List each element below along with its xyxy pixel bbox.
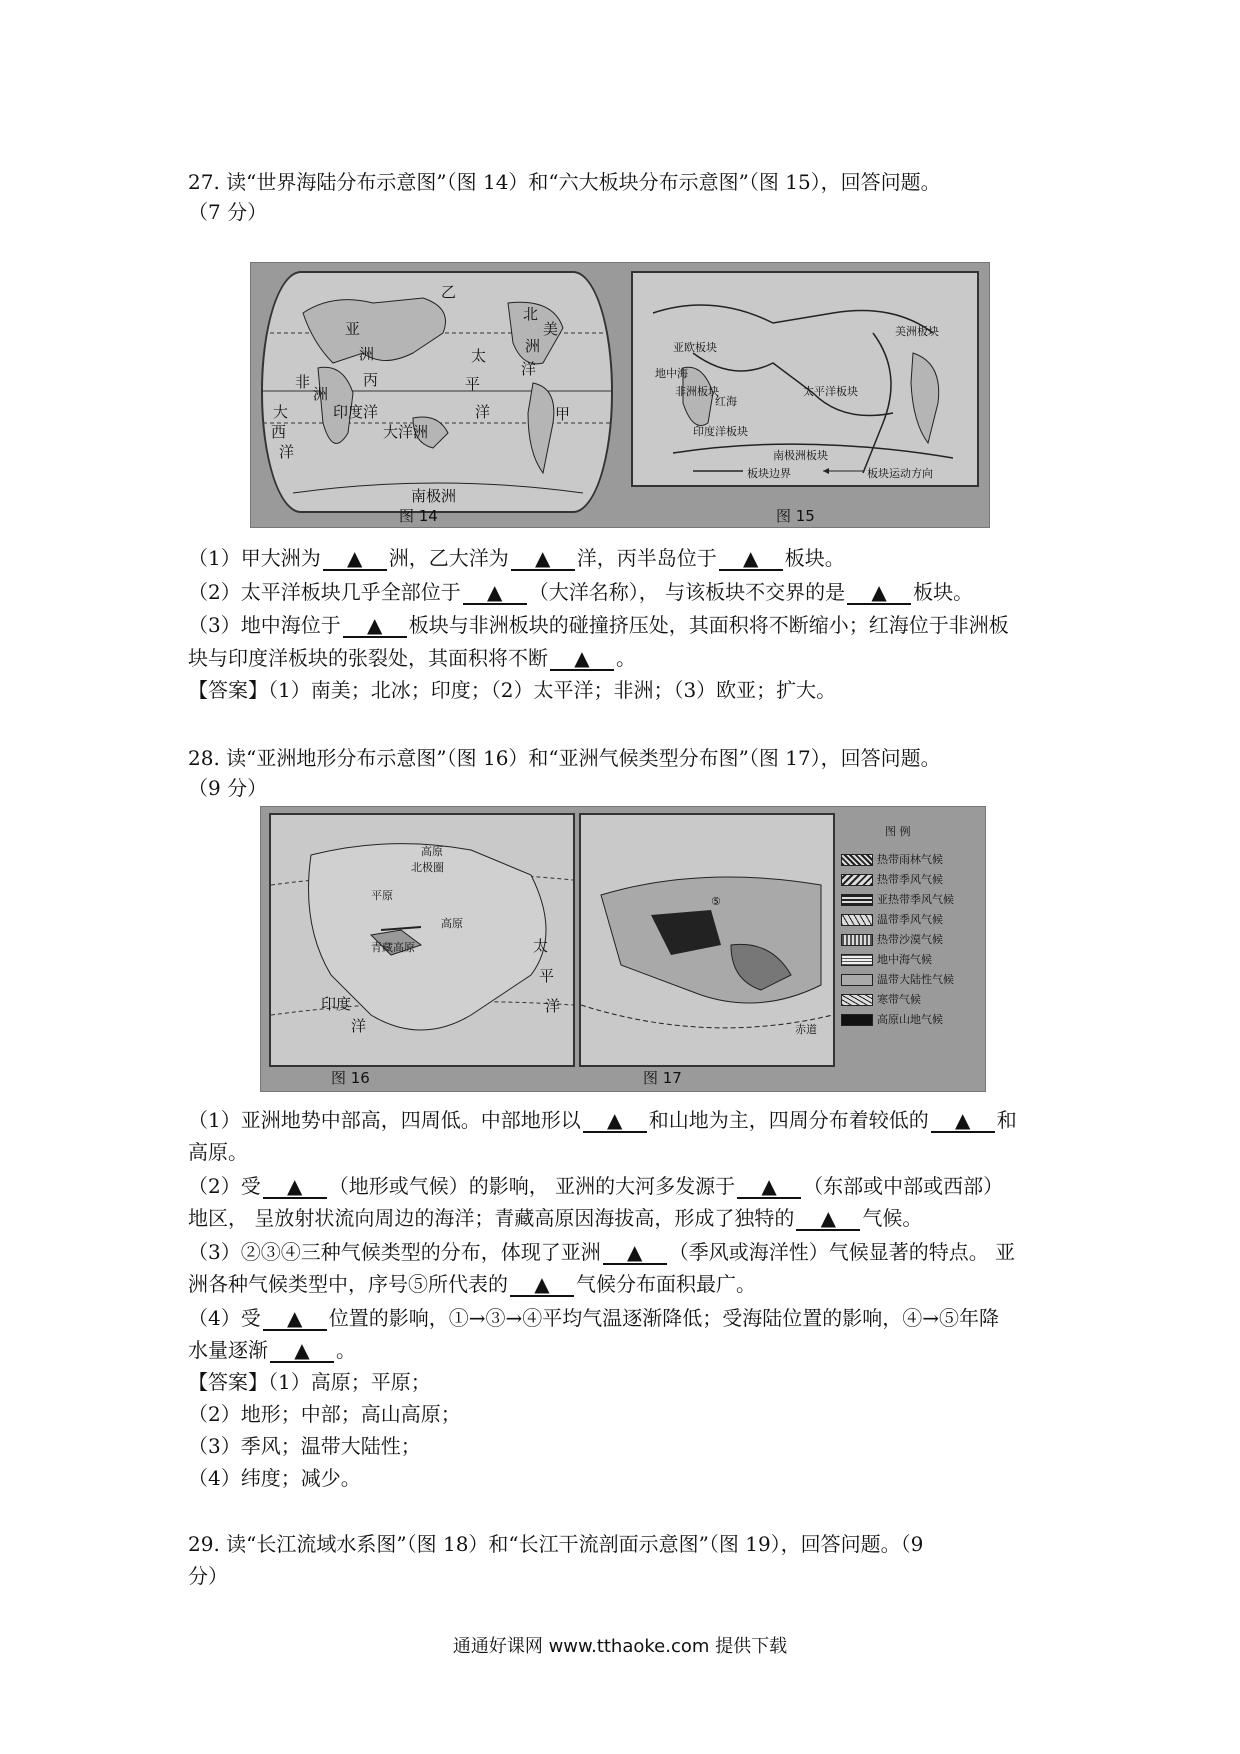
plate-label: 南极洲板块 bbox=[773, 449, 828, 462]
answer-blank[interactable]: ▲ bbox=[931, 1109, 995, 1133]
plate-label: 亚欧板块 bbox=[673, 341, 717, 354]
answer-blank[interactable]: ▲ bbox=[270, 1339, 334, 1363]
map-label: 洋 bbox=[351, 1017, 367, 1035]
q27-sub1: （1）甲大洲为 ▲ 洲，乙大洋为 ▲ 洋，丙半岛位于 ▲ 板块。 bbox=[188, 546, 845, 570]
map-label: 太 bbox=[533, 937, 549, 955]
plate-label: 太平洋板块 bbox=[803, 385, 858, 398]
map-label: 平 bbox=[539, 967, 555, 985]
figure-15-caption: 图 15 bbox=[776, 507, 815, 525]
plate-label: 红海 bbox=[715, 395, 737, 408]
map-label: 洲 bbox=[313, 385, 329, 403]
plate-label: 非洲板块 bbox=[675, 385, 719, 398]
figure-16-17 bbox=[260, 806, 986, 1092]
map-label: 高原 bbox=[441, 917, 463, 930]
map-label: 洋 bbox=[475, 403, 491, 421]
answer-blank[interactable]: ▲ bbox=[719, 547, 783, 571]
answer-blank[interactable]: ▲ bbox=[796, 1207, 860, 1231]
map-label: 非 bbox=[295, 373, 311, 391]
answer-blank[interactable]: ▲ bbox=[737, 1175, 801, 1199]
answer-blank[interactable]: ▲ bbox=[550, 647, 614, 671]
map-label: 洋 bbox=[545, 997, 561, 1015]
q28-sub2: （2）受 ▲ （地形或气候）的影响， 亚洲的大河多发源于 ▲ （东部或中部或西部） bbox=[188, 1174, 1004, 1198]
map-label: 太 bbox=[471, 347, 487, 365]
map-label: 西 bbox=[271, 423, 287, 441]
q28-title: 28. 读“亚洲地形分布示意图”（图 16）和“亚洲气候类型分布图”（图 17），回答问题。 bbox=[188, 746, 941, 770]
q28-answer-3: （3）季风；温带大陆性； bbox=[188, 1434, 421, 1458]
q28-sub4: （4）受 ▲ 位置的影响，①→③→④平均气温逐渐降低；受海陆位置的影响，④→⑤年降 bbox=[188, 1306, 1000, 1330]
legend-item: 热带沙漠气候 bbox=[841, 931, 943, 945]
q27-sub3: （3）地中海位于 ▲ 板块与非洲板块的碰撞挤压处，其面积将不断缩小；红海位于非洲板 bbox=[188, 613, 1009, 637]
q27-title: 27. 读“世界海陆分布示意图”（图 14）和“六大板块分布示意图”（图 15），回答问题。 bbox=[188, 170, 941, 194]
q28-sub2-cont: 地区， 呈放射状流向周边的海洋；青藏高原因海拔高，形成了独特的 ▲ 气候。 bbox=[188, 1206, 923, 1230]
figure-16-caption: 图 16 bbox=[331, 1069, 370, 1087]
q28-sub3: （3）②③④三种气候类型的分布，体现了亚洲 ▲ （季风或海洋性）气候显著的特点。 亚 bbox=[188, 1240, 1016, 1264]
q29-score: 分） bbox=[188, 1564, 228, 1588]
map-label: 洋 bbox=[521, 360, 537, 378]
legend-item: 亚热带季风气候 bbox=[841, 891, 954, 905]
figure-14-map bbox=[261, 271, 613, 513]
q28-sub4-cont: 水量逐渐 ▲ 。 bbox=[188, 1338, 356, 1362]
map-label: 丙 bbox=[363, 371, 379, 389]
map-label: 洋 bbox=[279, 443, 295, 461]
answer-blank[interactable]: ▲ bbox=[583, 1109, 647, 1133]
answer-blank[interactable]: ▲ bbox=[343, 614, 407, 638]
legend-item: 地中海气候 bbox=[841, 951, 932, 965]
map-label: 北极圈 bbox=[411, 861, 444, 874]
q28-answer-4: （4）纬度；减少。 bbox=[188, 1466, 361, 1490]
plate-label: 美洲板块 bbox=[895, 325, 939, 338]
q27-sub3-cont: 块与印度洋板块的张裂处，其面积将不断 ▲ 。 bbox=[188, 646, 636, 670]
q28-answer-1: 【答案】（1）高原；平原； bbox=[188, 1370, 431, 1394]
page-footer: 通通好课网 www.tthaoke.com 提供下载 bbox=[452, 1636, 788, 1657]
answer-blank[interactable]: ▲ bbox=[463, 581, 527, 605]
map-label: 甲 bbox=[555, 405, 571, 423]
map-label: 亚 bbox=[345, 320, 361, 338]
answer-blank[interactable]: ▲ bbox=[323, 547, 387, 571]
map-label: 印度 bbox=[321, 995, 352, 1013]
equator-label: 赤道 bbox=[795, 1023, 817, 1036]
map-label: 平原 bbox=[371, 889, 393, 902]
q28-score: （9 分） bbox=[188, 776, 268, 800]
answer-blank[interactable]: ▲ bbox=[263, 1307, 327, 1331]
legend-motion: 板块运动方向 bbox=[867, 467, 933, 480]
answer-blank[interactable]: ▲ bbox=[263, 1175, 327, 1199]
plate-label: 地中海 bbox=[655, 367, 688, 380]
map-label: 大洋洲 bbox=[383, 423, 429, 441]
map-label: 北 bbox=[523, 305, 539, 323]
map-label: 美 bbox=[543, 320, 559, 338]
legend-item: 温带季风气候 bbox=[841, 911, 943, 925]
plate-label: 印度洋板块 bbox=[693, 425, 748, 438]
figure-15-map bbox=[631, 271, 979, 487]
map-label: 大 bbox=[273, 403, 289, 421]
legend-title: 图 例 bbox=[885, 825, 911, 838]
map-label: 高原 bbox=[421, 845, 443, 858]
figure-14-15 bbox=[250, 262, 990, 528]
answer-blank[interactable]: ▲ bbox=[603, 1241, 667, 1265]
climate-legend bbox=[841, 813, 979, 1063]
legend-item: 热带季风气候 bbox=[841, 871, 943, 885]
map-label: 洲 bbox=[525, 337, 541, 355]
legend-item: 热带雨林气候 bbox=[841, 851, 943, 865]
legend-item: 高原山地气候 bbox=[841, 1011, 943, 1025]
legend-item: 寒带气候 bbox=[841, 991, 921, 1005]
figure-17-caption: 图 17 bbox=[643, 1069, 682, 1087]
q28-sub1-cont: 高原。 bbox=[188, 1140, 248, 1164]
map-label: 青藏高原 bbox=[371, 941, 415, 954]
q28-sub3-cont: 洲各种气候类型中，序号⑤所代表的 ▲ 气候分布面积最广。 bbox=[188, 1272, 756, 1296]
map-label: 平 bbox=[465, 375, 481, 393]
map-label: 南极洲 bbox=[411, 487, 457, 505]
figure-16-map bbox=[269, 813, 575, 1067]
map-label: 印度洋 bbox=[333, 403, 379, 421]
climate-marker: ⑤ bbox=[711, 895, 721, 908]
figure-14-caption: 图 14 bbox=[399, 507, 438, 525]
map-label: 洲 bbox=[359, 345, 375, 363]
map-label: 乙 bbox=[441, 283, 457, 301]
q27-answer: 【答案】（1）南美；北冰；印度；（2）太平洋；非洲；（3）欧亚；扩大。 bbox=[188, 678, 837, 702]
answer-blank[interactable]: ▲ bbox=[511, 547, 575, 571]
figure-17-map bbox=[579, 813, 835, 1067]
q27-score: （7 分） bbox=[188, 200, 268, 224]
q27-sub2: （2）太平洋板块几乎全部位于 ▲ （大洋名称）， 与该板块不交界的是 ▲ 板块。 bbox=[188, 580, 974, 604]
answer-blank[interactable]: ▲ bbox=[510, 1273, 574, 1297]
q28-answer-2: （2）地形；中部；高山高原； bbox=[188, 1402, 461, 1426]
answer-blank[interactable]: ▲ bbox=[847, 581, 911, 605]
legend-boundary: 板块边界 bbox=[747, 467, 791, 480]
q29-title: 29. 读“长江流域水系图”（图 18）和“长江干流剖面示意图”（图 19），回答问题。（9 bbox=[188, 1532, 924, 1556]
q28-sub1: （1）亚洲地势中部高，四周低。中部地形以 ▲ 和山地为主，四周分布着较低的 ▲ 和 bbox=[188, 1108, 1017, 1132]
legend-item: 温带大陆性气候 bbox=[841, 971, 954, 985]
